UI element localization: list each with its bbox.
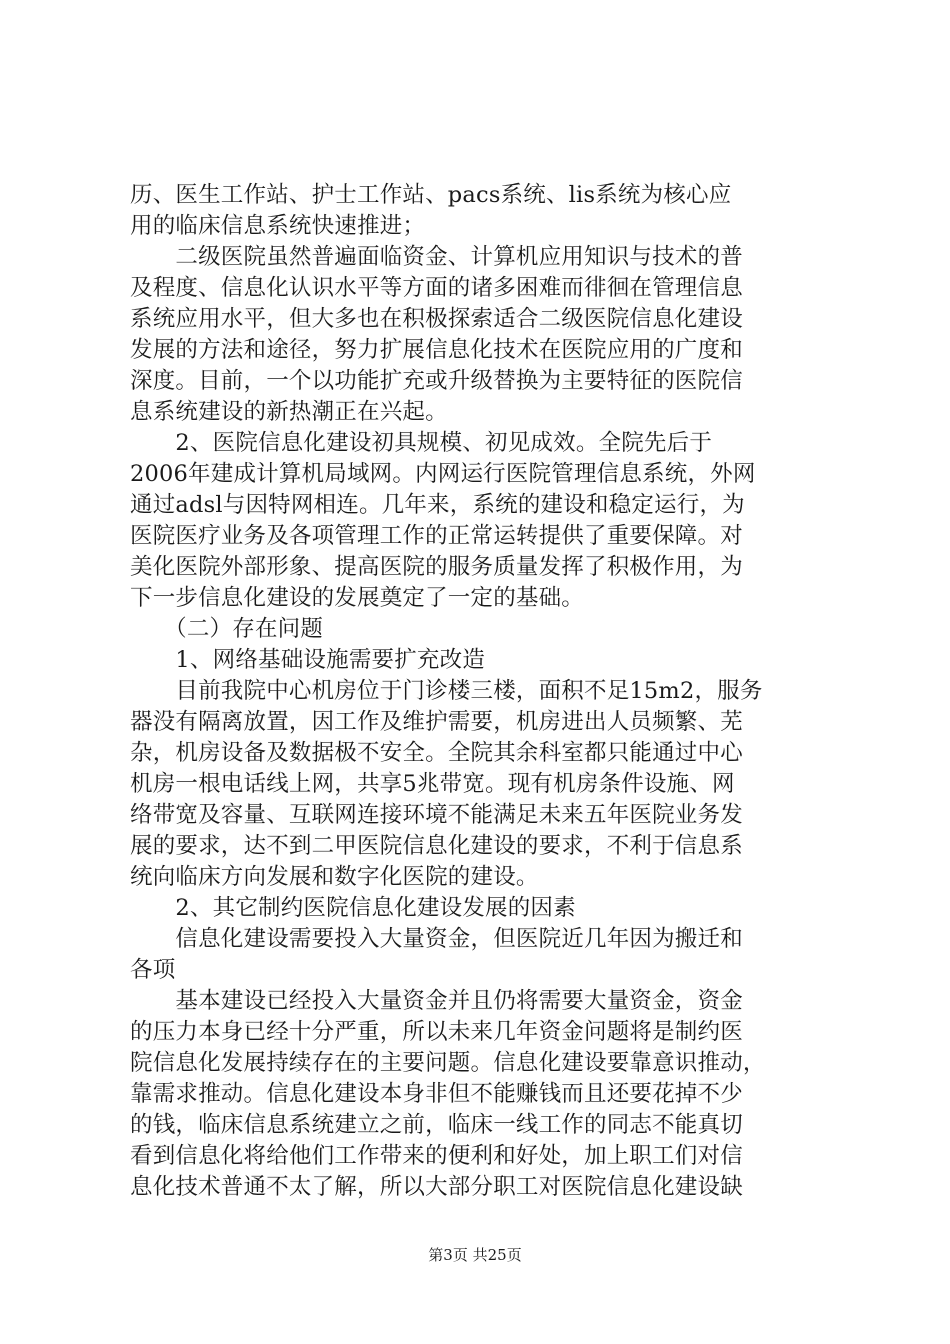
text-line: 信息化建设需要投入大量资金，但医院近几年因为搬迁和 [130,926,743,952]
text-line: 靠需求推动。信息化建设本身非但不能赚钱而且还要花掉不少 [130,1081,743,1107]
text-line: 深度。目前，一个以功能扩充或升级替换为主要特征的医院信 [130,368,743,394]
text-line: 各项 [130,957,176,983]
subsection-heading: 1、网络基础设施需要扩充改造 [130,647,486,673]
text-line: 院信息化发展持续存在的主要问题。信息化建设要靠意识推动， [130,1050,766,1076]
text-line: 络带宽及容量、互联网连接环境不能满足未来五年医院业务发 [130,802,743,828]
text-line: 下一步信息化建设的发展奠定了一定的基础。 [130,585,585,611]
text-line: 用的临床信息系统快速推进； [130,213,426,239]
text-line: 二级医院虽然普遍面临资金、计算机应用知识与技术的普 [130,244,743,270]
text-line: 器没有隔离放置，因工作及维护需要，机房进出人员频繁、芜 [130,709,743,735]
text-line: 医院医疗业务及各项管理工作的正常运转提供了重要保障。对 [130,523,743,549]
text-line: 目前我院中心机房位于门诊楼三楼，面积不足15m2，服务 [130,678,763,704]
text-line: 杂，机房设备及数据极不安全。全院其余科室都只能通过中心 [130,740,743,766]
page-number-footer: 第3页 共25页 [428,1246,522,1264]
section-heading: （二）存在问题 [130,616,324,642]
text-line: 系统应用水平，但大多也在积极探索适合二级医院信息化建设 [130,306,743,332]
text-line: 2、医院信息化建设初具规模、初见成效。全院先后于 [130,430,713,456]
text-line: 美化医院外部形象、提高医院的服务质量发挥了积极作用，为 [130,554,743,580]
text-line: 发展的方法和途径，努力扩展信息化技术在医院应用的广度和 [130,337,743,363]
text-line: 机房一根电话线上网，共享5兆带宽。现有机房条件设施、网 [130,771,735,797]
text-line: 通过adsl与因特网相连。几年来，系统的建设和稳定运行，为 [130,492,745,518]
text-line: 展的要求，达不到二甲医院信息化建设的要求，不利于信息系 [130,833,743,859]
text-line: 2006年建成计算机局域网。内网运行医院管理信息系统，外网 [130,461,756,487]
text-line: 息化技术普通不太了解，所以大部分职工对医院信息化建设缺 [130,1174,743,1200]
text-line: 统向临床方向发展和数字化医院的建设。 [130,864,539,890]
text-line: 的压力本身已经十分严重，所以未来几年资金问题将是制约医 [130,1019,743,1045]
text-line: 历、医生工作站、护士工作站、pacs系统、lis系统为核心应 [130,182,732,208]
text-line: 看到信息化将给他们工作带来的便利和好处，加上职工们对信 [130,1143,743,1169]
subsection-heading: 2、其它制约医院信息化建设发展的因素 [130,895,576,921]
text-line: 的钱，临床信息系统建立之前，临床一线工作的同志不能真切 [130,1112,743,1138]
text-line: 基本建设已经投入大量资金并且仍将需要大量资金，资金 [130,988,743,1014]
text-line: 息系统建设的新热潮正在兴起。 [130,399,448,425]
text-line: 及程度、信息化认识水平等方面的诸多困难而徘徊在管理信息 [130,275,743,301]
